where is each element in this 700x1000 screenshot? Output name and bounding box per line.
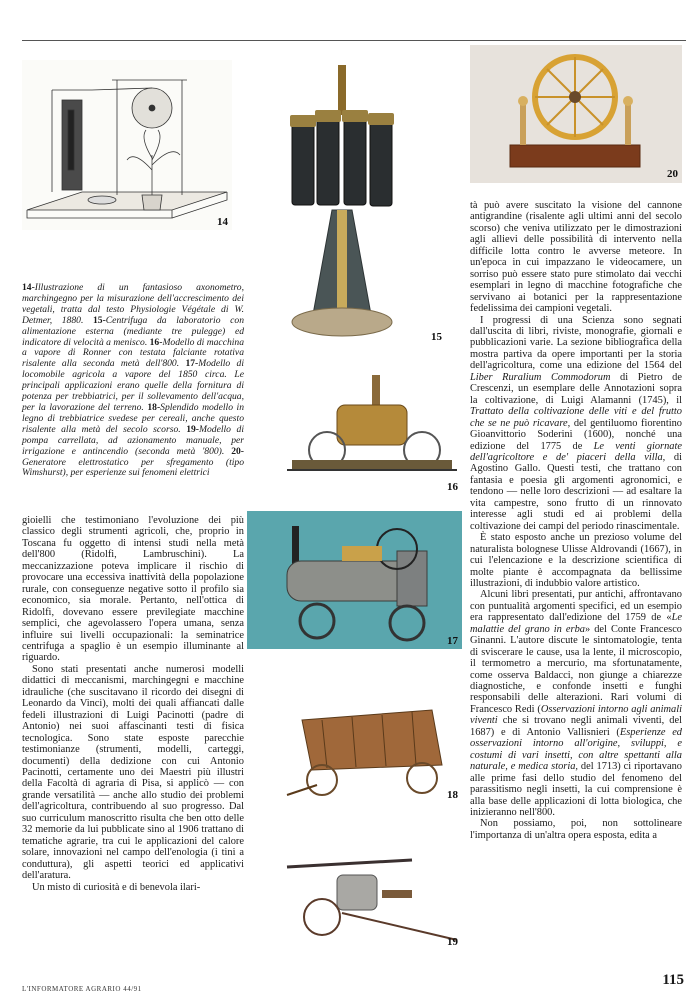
right-paragraph-5: Non possiamo, poi, non sottolineare l'importanza di un'altra opera esposta, edita a (470, 818, 682, 841)
figure-16-number: 16 (447, 481, 458, 493)
right-p4-text-e: che si trovano negli animali viventi, del 1687) e di Antonio Vallisnieri ( (470, 715, 682, 738)
caption-17-text: Modello di locomobile agricola a vapore del 1850 circa. Le principali applicazioni erano quelle della fornitura di potenza per trebbiatrici, per il sollevamento dell'acqua, per la lavorazione del terreno. (22, 358, 245, 413)
caption-15-number: 15- (83, 314, 106, 326)
right-paragraph-2 (470, 315, 682, 533)
title-liber-ruralium: Liber Ruralium Commodorum (470, 371, 611, 383)
page-number: 115 (662, 972, 684, 988)
right-p4-text-c: » del Conte Francesco Ginanni. L'autore discute le sintomatologie, tenta di sviscerare le cause, usa la lente, il microscopio, il termometro a mercurio, ma sfortunatamente, come osserva Baldacci, non giunge a chiarezze diagnostiche, e confonde insetti e funghi responsabili delle alterazioni. Rari volumi di Francesco Redi ( (470, 623, 682, 715)
title-trattato-coltivazione: Trattato della coltivazione delle viti e del frutto che se ne può ricavare, (470, 406, 682, 429)
left-paragraph-2: Sono stati presentati anche numerosi modelli didattici di meccanismi, marchingegni e macchine idrauliche (che suscitavano il ricordo dei disegni di Leonardo da Vinci), molti dei quali affiancati dalle fedeli illustrazioni di Luigi Pacinotti (padre di Antonio) nei suoi affascinanti testi di fisica tecnologica. Sono state esposte parecchie testimonianze (strumenti, modelli, carteggi, documenti) della dedizione con cui Antonio Pacinotti, certamente uno dei Maestri più illustri della Facoltà di agraria di Pisa, si applicò — con grande versatilità — anche allo studio dei problemi dell'agricoltura, contribuendo al suo progresso. Dal suo curriculum manoscritto risulta che ben otto delle 32 memorie da lui pubblicate sino al 1906 trattano di tematiche agrarie, tra cui le applicazioni del calore solare, innovazioni nel campo dell'enologia (i tini a conduttura), gli aspetti teorici ed applicativi dell'aratura. (22, 663, 244, 882)
figure-17-steam-locomobile-photo (247, 511, 462, 649)
right-paragraph-3: È stato esposto anche un prezioso volume del naturalista bolognese Ulisse Aldrovandi (1667), in cui l'elencazione e la descrizione scientifica di molte piante è accompagnata da bellissime illustrazioni, di indubbio valore artistico. (470, 532, 682, 589)
figure-19-pump-cart-photo (282, 855, 462, 950)
caption-14-number: 14- (22, 282, 35, 293)
figure-20-wimshurst-generator-photo (470, 45, 682, 183)
right-p2-text-e: del gentiluomo fiorentino Gioanvittorio Soderini (1600), nonché una edizione del 1775 de (470, 417, 682, 452)
title-osservazioni-animali: Osservazioni intorno agli animali viventi (470, 703, 682, 727)
caption-18-number: 18- (143, 401, 161, 413)
figure-14-number: 14 (217, 216, 228, 228)
figure-15-number: 15 (431, 331, 442, 343)
caption-19-text: Modello di pompa carrellata, ad azionamento manuale, per irrigazione e antincendio (seconda metà '800). (22, 423, 244, 457)
left-paragraph-3: Un misto di curiosità e di benevola ilari- (32, 881, 201, 893)
caption-16-text: Modello di macchina a vapore di Ronner con testata falciante rotativa risalente alla seconda metà dell'800. (22, 336, 245, 370)
right-p4-text-g: del 1713) ci riportavano alle prime fasi dello studio del fenomeno del parassitismo negli insetti, la cui comprensione è alla base delle applicazioni di lotta biologica, che inizieranno nell'800. (470, 761, 682, 819)
top-rule (22, 40, 686, 41)
caption-18-text: Splendido modello in legno di trebbiatrice svedese per cereali, anche questo risalente alla metà del secolo scorso. (22, 401, 245, 435)
right-p2-text-c: di Pietro de Crescenzi, un esemplare delle Annotazioni sopra la coltivazione, di Luigi Alamanni (1745), il (470, 371, 682, 406)
right-p4-text-a: Alcuni libri presentati, pur antichi, affrontavano con puntualità argomenti specifici, ed un esempio era rappresentato dall'edizione del 1759 de « (470, 589, 682, 624)
right-body-column (470, 200, 682, 841)
right-paragraph-4 (470, 589, 682, 818)
figure-20-number: 20 (667, 168, 678, 180)
figure-17-number: 17 (447, 635, 458, 647)
caption-20-number: 20- (224, 445, 245, 457)
title-malattie-grano: Le malattie del grano in erba (470, 612, 682, 635)
left-paragraph-1: gioielli che testimoniano l'evoluzione dei più classico degli strumenti agricoli, che, proprio in Toscana fu oggetto di intensi studi nella metà dell'800 (Ridolfi, Lambruschini). La meccanizzazione poteva implicare il rischio di provocare una eccessiva inattività della popolazione rurale, con conseguenze negative sotto il profilo sia economico, sia morale. Pertanto, nell'ottica di Ridolfi, dovevano essere previlegiate macchine semplici, che agevolassero l'opera umana, senza influire sui livelli occupazionali: la seminatrice centrifuga a spaglio è un esempio illuminante al riguardo. (22, 515, 244, 664)
figures-caption (22, 283, 244, 479)
caption-20-text: Generatore elettrostatico per sfregamento (tipo Wimshurst), per esperienze sui fenomeni elettrici (22, 456, 244, 479)
title-venti-giornate: Le venti giornate dell'agricoltore e de' piaceri della villa, (470, 440, 682, 463)
right-paragraph-1: tà può avere suscitato la visione del cannone antigrandine (risalente agli ultimi anni del secolo scorso) che veniva utilizzato per le dimostrazioni agli allievi delle possibilità di intervento nella difficile lotta contro le avverse meteore. In un'epoca in cui impazzano le videocamere, un sorriso può essere stato pure stimolato dai vecchi esemplari in legno di macchine fotografiche che servivano ai botanici per la rappresentazione fedelissima dei campioni vegetali. (470, 200, 682, 315)
caption-14-text: axonometro, marchingegno per la misurazione dell'accrescimento dei vegetali, tratta dal testo Physiologie Végétale di W. Detmer, 1880. (22, 282, 244, 326)
right-p2-text-a: I progressi di una Scienza sono segnati dall'uscita di libri, riviste, monografie, giornali e pubblicazioni varie. La sezione bibliografica della mostra partiva da opere importanti per la storia dell'agricoltura, come una edizione del 1564 del (470, 314, 682, 372)
caption-19-number: 19- (180, 423, 199, 435)
figure-18-threshing-machine-photo (282, 700, 462, 805)
caption-17-number: 17- (179, 358, 199, 370)
title-esperienze-insetti: Esperienze ed osservazioni intorno all'origine, sviluppi, e costumi di vari insetti, con altre spettanti alla naturale, e medica storia, (470, 726, 683, 773)
figure-14-axonometro-engraving (22, 60, 232, 230)
running-footer: L'INFORMATORE AGRARIO 44/91 (22, 985, 142, 993)
figure-15-centrifuge-photo (282, 60, 462, 345)
figure-19-number: 19 (447, 936, 458, 948)
left-body-column (22, 515, 244, 893)
figure-18-number: 18 (447, 789, 458, 801)
right-p2-text-g: di Agostino Gallo. Questi testi, che trattano con fantasia e poesia gli argomenti agronomici, e tendono — nelle loro descrizioni — ad esaltare la vita campestre, sono frutto di un rinnovato interesse agli studi ed ai problemi della coltivazione dei campi del periodo rinascimentale. (470, 451, 683, 532)
figure-16-steam-mower-photo (282, 370, 462, 495)
caption-14-lead: Illustrazione di un fantasioso (34, 282, 183, 293)
caption-16-number: 16- (147, 336, 163, 348)
caption-15-text: Centrifuga da laboratorio con alimentazione esterna (mediante tre pulegge) ed indicatore di velocità a menisco. (22, 314, 244, 348)
